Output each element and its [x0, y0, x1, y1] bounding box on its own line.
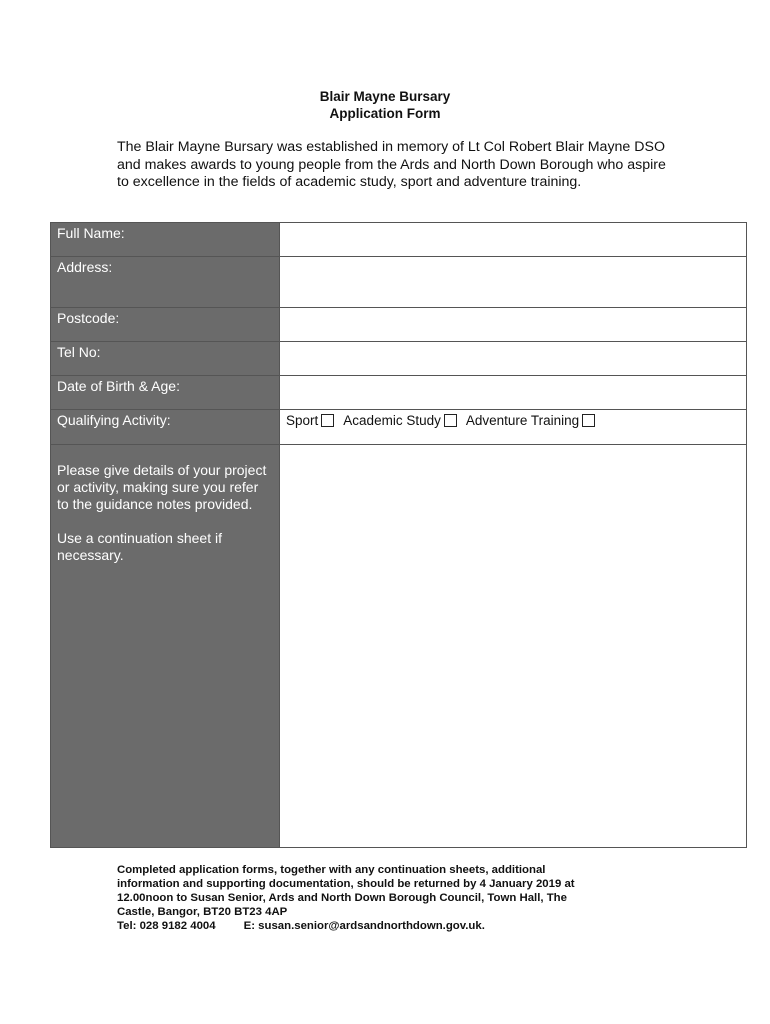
sport-option-label: Sport [286, 413, 319, 428]
activity-options [280, 410, 746, 444]
postcode-label: Postcode: [51, 308, 280, 341]
continuation-instructions: Use a continuation sheet if necessary. [57, 530, 222, 563]
details-instructions: Please give details of your project or activity, making sure you refer to the guidance notes provided. [57, 462, 267, 512]
details-label [51, 445, 280, 847]
details-field[interactable] [280, 445, 746, 847]
address-field[interactable] [280, 257, 746, 307]
address-label: Address: [51, 257, 280, 307]
adventure-checkbox[interactable] [582, 414, 595, 427]
adventure-option-label: Adventure Training [465, 413, 580, 428]
sport-checkbox[interactable] [321, 414, 334, 427]
dob-label: Date of Birth & Age: [51, 376, 280, 409]
full-name-field[interactable] [280, 223, 746, 256]
footer-line-2: information and supporting documentation, should be returned by 4 January 2019 at [117, 878, 575, 890]
dob-field[interactable] [280, 376, 746, 409]
row-details [51, 445, 746, 847]
activity-label: Qualifying Activity: [51, 410, 280, 444]
footer-tel: Tel: 028 9182 4004 [117, 920, 216, 932]
page-title [0, 88, 770, 122]
academic-checkbox[interactable] [444, 414, 457, 427]
academic-option-label: Academic Study [343, 413, 441, 428]
footer-contact [117, 919, 657, 933]
row-full-name [51, 223, 746, 257]
row-address [51, 257, 746, 308]
full-name-label: Full Name: [51, 223, 280, 256]
row-postcode [51, 308, 746, 342]
tel-field[interactable] [280, 342, 746, 375]
footer-notice [117, 863, 657, 933]
title-line-2: Application Form [329, 106, 441, 121]
footer-email[interactable]: E: susan.senior@ardsandnorthdown.gov.uk. [243, 920, 485, 932]
postcode-field[interactable] [280, 308, 746, 341]
footer-line-3: 12.00noon to Susan Senior, Ards and North Down Borough Council, Town Hall, The [117, 892, 567, 904]
application-form-table [50, 222, 747, 848]
footer-line-1: Completed application forms, together with any continuation sheets, additional [117, 864, 546, 876]
title-line-1: Blair Mayne Bursary [319, 89, 451, 104]
row-tel [51, 342, 746, 376]
footer-line-4: Castle, Bangor, BT20 BT23 4AP [117, 906, 288, 918]
row-dob [51, 376, 746, 410]
tel-label: Tel No: [51, 342, 280, 375]
row-activity [51, 410, 746, 445]
intro-paragraph: The Blair Mayne Bursary was established in memory of Lt Col Robert Blair Mayne DSO and makes awards to young people from the Ards and North Down Borough who aspire to excellence in the fields of academic study, sport and adventure training. [117, 139, 666, 190]
